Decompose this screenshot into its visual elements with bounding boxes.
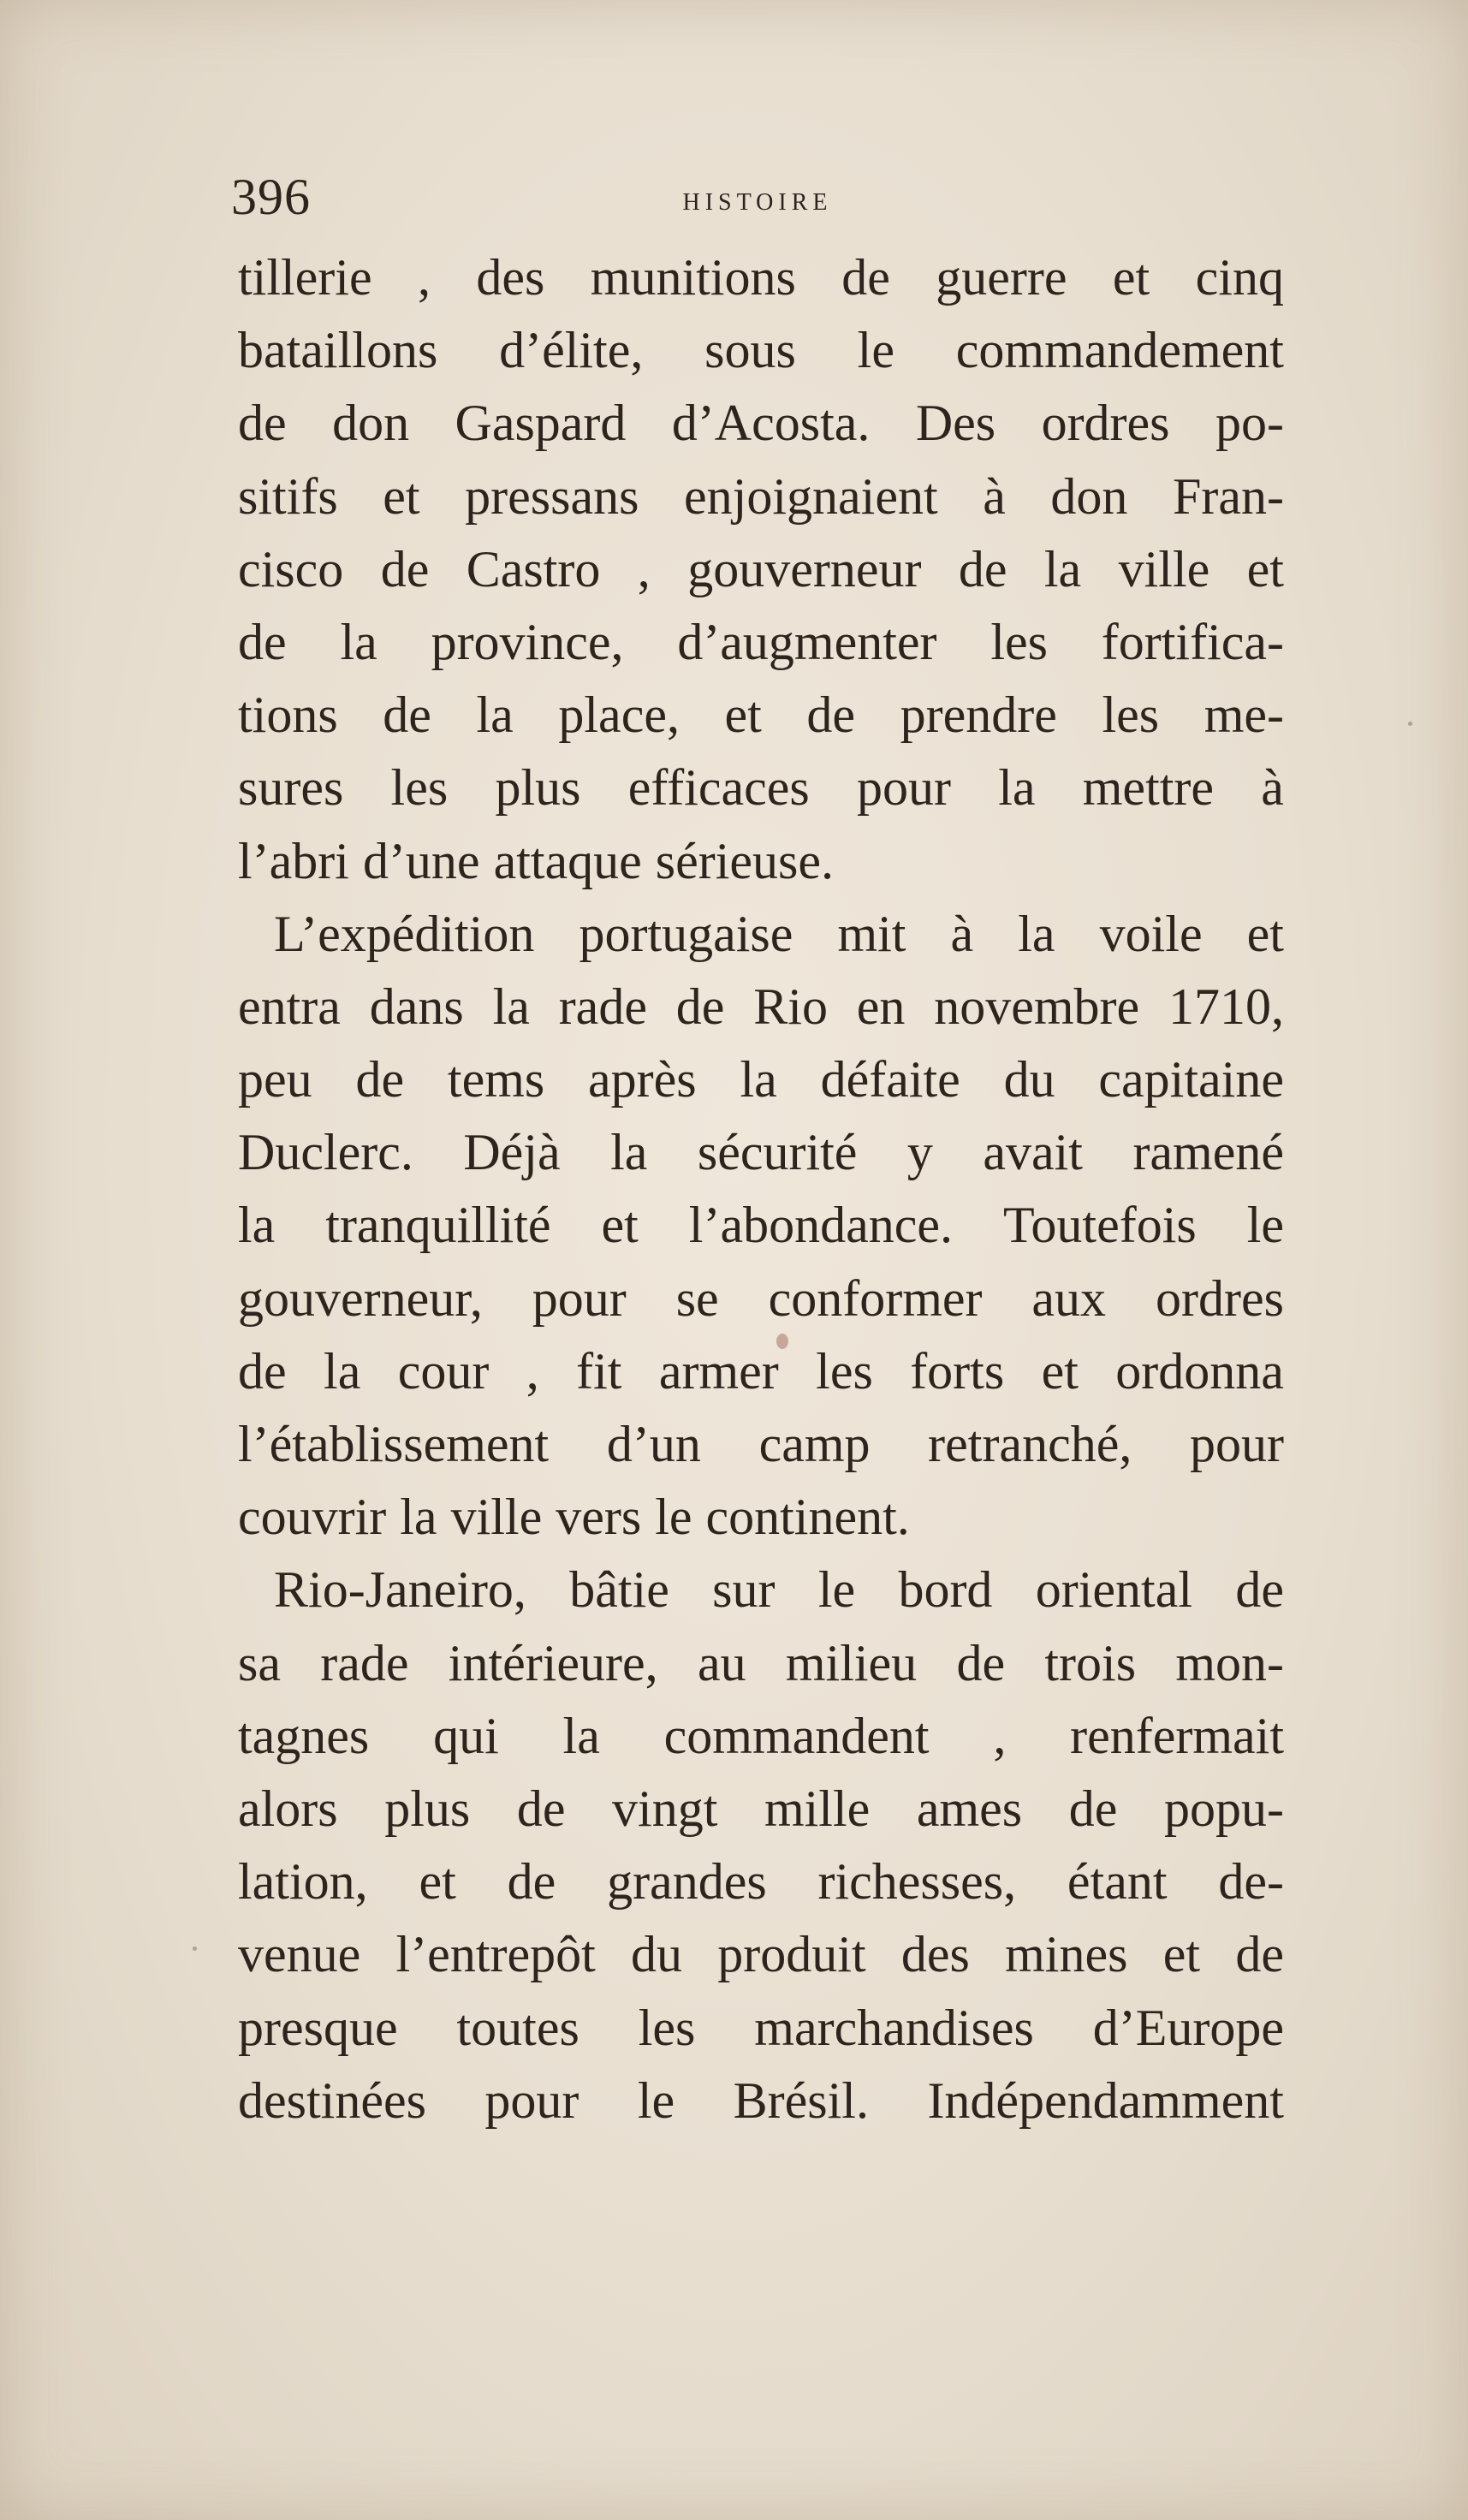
text-line xyxy=(238,1263,1284,1335)
word: vingt xyxy=(612,1780,718,1837)
word: ordonna xyxy=(1115,1342,1284,1400)
text-line xyxy=(238,1554,1284,1626)
word: la xyxy=(562,1707,600,1764)
text-line xyxy=(238,533,1284,606)
word: tillerie xyxy=(238,249,372,306)
word: intérieure, xyxy=(448,1634,658,1691)
text-line xyxy=(238,1918,1284,1991)
word: attaque xyxy=(493,832,642,889)
word: l’abondance. xyxy=(688,1197,953,1254)
word: portugaise xyxy=(579,905,793,962)
word: les xyxy=(390,759,449,817)
word: qui xyxy=(433,1707,499,1764)
word: les xyxy=(990,613,1048,670)
word: d’élite, xyxy=(499,322,644,379)
text-line xyxy=(238,1335,1284,1408)
word: mon- xyxy=(1175,1634,1284,1691)
word: de xyxy=(1235,1561,1284,1619)
word: vers xyxy=(556,1489,642,1546)
word: province, xyxy=(431,613,624,670)
text-line xyxy=(238,461,1284,533)
word: bataillons xyxy=(238,322,438,379)
text-line xyxy=(238,752,1284,824)
word: toutes xyxy=(456,1999,579,2056)
word: produit xyxy=(717,1926,866,1983)
word: conformer xyxy=(768,1269,983,1327)
word: lation, xyxy=(238,1853,368,1911)
word: guerre xyxy=(936,249,1067,306)
word: bâtie xyxy=(569,1561,669,1619)
word: ville xyxy=(1118,540,1210,597)
word: retranché, xyxy=(928,1416,1132,1472)
word: de xyxy=(238,613,287,670)
word: de xyxy=(1068,1780,1118,1837)
word: d’Europe xyxy=(1092,1999,1284,2056)
word: presque xyxy=(238,1999,398,2056)
word: des xyxy=(900,1926,970,1983)
word: pressans xyxy=(465,467,639,525)
word: de xyxy=(355,1051,405,1108)
word: les xyxy=(1102,686,1160,744)
word: de xyxy=(383,686,431,744)
word: mille xyxy=(764,1780,871,1837)
word: l’entrepôt xyxy=(395,1926,596,1983)
word: tions xyxy=(238,686,338,744)
text-line xyxy=(238,1116,1284,1189)
text-line xyxy=(238,1043,1284,1116)
word: fortifica- xyxy=(1101,613,1284,670)
word: les xyxy=(816,1342,873,1400)
text-line xyxy=(238,971,1284,1043)
word: la xyxy=(340,613,377,670)
text-line xyxy=(238,1845,1284,1918)
word: ordres xyxy=(1156,1269,1284,1327)
word: pour xyxy=(532,1269,627,1327)
word: au xyxy=(697,1634,746,1691)
word: mines xyxy=(1005,1926,1128,1983)
word: gouverneur, xyxy=(238,1269,483,1327)
word: cour xyxy=(397,1342,490,1400)
word: et xyxy=(601,1197,639,1254)
text-line xyxy=(238,1408,1284,1481)
word: couvrir xyxy=(238,1489,387,1546)
word: ramené xyxy=(1132,1124,1284,1181)
word: sures xyxy=(238,759,344,817)
word: alors xyxy=(238,1780,338,1837)
word: de xyxy=(516,1780,566,1837)
word: me- xyxy=(1204,686,1284,744)
word: sous xyxy=(704,322,796,379)
word: à xyxy=(983,467,1006,525)
word: pour xyxy=(484,2071,579,2129)
word: de- xyxy=(1218,1853,1284,1911)
word: d’une xyxy=(362,832,480,889)
word: et xyxy=(724,686,762,744)
word: place, xyxy=(558,686,680,744)
word: continent. xyxy=(705,1489,910,1546)
word: , xyxy=(993,1707,1007,1764)
paper-speck xyxy=(776,1334,788,1349)
word: 1710, xyxy=(1168,978,1284,1035)
word: la xyxy=(476,686,514,744)
word: milieu xyxy=(785,1634,918,1691)
word: sérieuse. xyxy=(655,832,835,889)
word: cisco xyxy=(238,540,344,597)
word: le xyxy=(857,322,894,379)
word: du xyxy=(631,1926,683,1983)
word: bord xyxy=(898,1561,993,1619)
word: se xyxy=(675,1269,719,1327)
word: armer xyxy=(658,1342,779,1400)
text-line xyxy=(238,1992,1284,2065)
word: Fran- xyxy=(1173,467,1284,525)
word: de xyxy=(238,1342,287,1400)
word: capitaine xyxy=(1098,1051,1284,1108)
word: pour xyxy=(857,759,951,817)
running-head xyxy=(231,171,1284,231)
page-number: 396 xyxy=(231,169,311,225)
word: Gaspard xyxy=(455,395,627,452)
word: l’établissement xyxy=(238,1416,550,1472)
text-line xyxy=(238,679,1284,752)
word: les xyxy=(638,1999,696,2056)
paper-speck xyxy=(1072,2107,1076,2112)
word: de xyxy=(380,540,430,597)
word: peu xyxy=(238,1051,312,1108)
word: le xyxy=(655,1489,692,1546)
word: la xyxy=(238,1197,276,1254)
word: renfermait xyxy=(1070,1707,1284,1764)
word: voile xyxy=(1099,905,1203,962)
word: le xyxy=(637,2071,675,2129)
word: d’augmenter xyxy=(677,613,937,670)
word: commandent xyxy=(663,1707,930,1764)
word: gouverneur xyxy=(687,540,922,597)
word: rade xyxy=(558,978,647,1035)
word: et xyxy=(1162,1926,1201,1983)
word: Rio xyxy=(753,978,828,1035)
word: aux xyxy=(1031,1269,1107,1327)
text-line xyxy=(238,1481,1284,1554)
word: y xyxy=(906,1124,933,1181)
word: commandement xyxy=(955,322,1284,379)
word: la xyxy=(400,1489,437,1546)
word: , xyxy=(526,1342,539,1400)
text-line xyxy=(238,314,1284,387)
word: venue xyxy=(238,1926,361,1983)
word: sitifs xyxy=(238,467,338,525)
text-line xyxy=(238,898,1284,971)
word: camp xyxy=(758,1416,871,1472)
word: richesses, xyxy=(817,1853,1017,1911)
word: étant xyxy=(1067,1853,1168,1911)
word: et xyxy=(1246,540,1284,597)
word: oriental xyxy=(1035,1561,1193,1619)
word: mettre xyxy=(1082,759,1215,817)
word: forts xyxy=(910,1342,1005,1400)
word: la xyxy=(998,759,1036,817)
word: Toutefois xyxy=(1002,1197,1197,1254)
word: la xyxy=(1043,540,1082,597)
word: efficaces xyxy=(627,759,810,817)
word: et xyxy=(1041,1342,1079,1400)
word: tranquillité xyxy=(325,1197,551,1254)
word: l’abri xyxy=(238,832,349,889)
word: Déjà xyxy=(463,1124,561,1181)
word: sa xyxy=(238,1634,281,1691)
word: à xyxy=(1261,759,1284,817)
word: dans xyxy=(369,978,464,1035)
word: fit xyxy=(576,1342,622,1400)
word: tagnes xyxy=(238,1707,370,1764)
word: pour xyxy=(1190,1416,1284,1472)
word: de xyxy=(1235,1926,1284,1983)
word: sécurité xyxy=(697,1124,858,1181)
word: de xyxy=(956,1634,1006,1691)
word: la xyxy=(324,1342,361,1400)
word: la xyxy=(492,978,530,1035)
text-line xyxy=(238,387,1284,460)
word: munitions xyxy=(590,249,796,306)
word: de xyxy=(238,395,287,452)
running-title: HISTOIRE xyxy=(682,189,833,216)
word: de xyxy=(675,978,725,1035)
text-line xyxy=(238,1627,1284,1700)
word: le xyxy=(817,1561,856,1619)
word: de xyxy=(507,1853,556,1911)
word: po- xyxy=(1215,395,1284,452)
word: défaite xyxy=(820,1051,960,1108)
word: avait xyxy=(983,1124,1083,1181)
word: et xyxy=(419,1853,456,1911)
word: après xyxy=(588,1051,697,1108)
word: novembre xyxy=(934,978,1140,1035)
word: la xyxy=(740,1051,777,1108)
word: d’Acosta. xyxy=(671,395,871,452)
word: don xyxy=(332,395,410,452)
word: destinées xyxy=(238,2071,426,2129)
text-line xyxy=(238,1189,1284,1262)
word: popu- xyxy=(1163,1780,1284,1837)
word: le xyxy=(1246,1197,1284,1254)
word: enjoignaient xyxy=(684,467,938,525)
word: de xyxy=(841,249,890,306)
word: de xyxy=(958,540,1007,597)
word: ordres xyxy=(1041,395,1170,452)
word: grandes xyxy=(607,1853,767,1911)
word: tems xyxy=(447,1051,545,1108)
word: Duclerc. xyxy=(238,1124,413,1181)
word: à xyxy=(950,905,974,962)
word: et xyxy=(1112,249,1150,306)
word: Des xyxy=(915,395,996,452)
body-text xyxy=(238,241,1284,2137)
text-line xyxy=(238,606,1284,679)
text-line xyxy=(238,825,1284,898)
word: don xyxy=(1050,467,1128,525)
word: Brésil. xyxy=(733,2071,869,2129)
word: ville xyxy=(450,1489,543,1546)
word: rade xyxy=(320,1634,409,1691)
word: L’expédition xyxy=(274,905,535,962)
word: plus xyxy=(495,759,581,817)
word: Castro xyxy=(466,540,601,597)
paper-speck xyxy=(193,1946,197,1951)
word: des xyxy=(476,249,545,306)
word: d’un xyxy=(606,1416,701,1472)
word: sur xyxy=(712,1561,776,1619)
word: prendre xyxy=(900,686,1057,744)
word: entra xyxy=(238,978,341,1035)
word: , xyxy=(418,249,431,306)
text-line xyxy=(238,2065,1284,2137)
word: plus xyxy=(384,1780,471,1837)
word: Indépendamment xyxy=(927,2071,1284,2129)
text-line xyxy=(238,241,1284,314)
word: Rio-Janeiro, xyxy=(274,1561,526,1619)
word: la xyxy=(610,1124,648,1181)
text-line xyxy=(238,1773,1284,1845)
word: trois xyxy=(1044,1634,1137,1691)
word: et xyxy=(383,467,420,525)
word: marchandises xyxy=(754,1999,1034,2056)
text-line xyxy=(238,1700,1284,1773)
word: mit xyxy=(837,905,906,962)
word: , xyxy=(637,540,651,597)
word: en xyxy=(856,978,906,1035)
word: et xyxy=(1246,905,1284,962)
word: de xyxy=(806,686,856,744)
word: ames xyxy=(916,1780,1023,1837)
word: du xyxy=(1003,1051,1055,1108)
paper-speck xyxy=(1408,722,1412,726)
word: la xyxy=(1018,905,1055,962)
word: cinq xyxy=(1195,249,1284,306)
